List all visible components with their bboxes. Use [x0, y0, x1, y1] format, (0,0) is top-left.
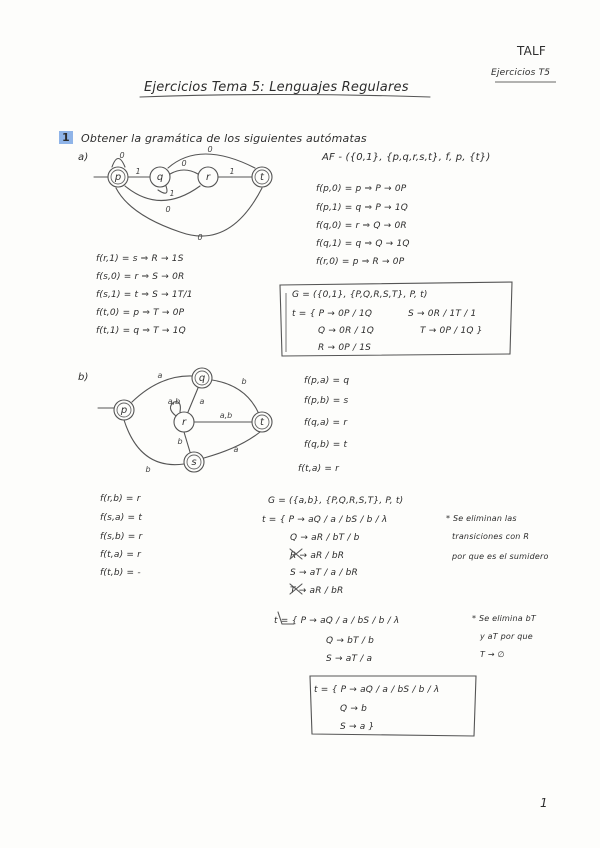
grammar-a-box [280, 282, 512, 356]
edge-label: 1 [169, 189, 175, 198]
transition-left-b: f(t,a) = r [100, 550, 142, 560]
state-label: q [156, 172, 164, 183]
grammar-b-line: T → aR / bR [290, 586, 344, 596]
grammar-a-header: G = ({0,1}, {P,Q,R,S,T}, P, t) [292, 290, 428, 300]
grammar-b-line: t = { P → aQ / a / bS / b / λ [262, 515, 388, 525]
exercise-number: 1 [59, 131, 73, 144]
transition-right-b: f(p,b) = s [304, 396, 349, 406]
transition-right-a: f(p,0) = p ⇒ P → 0P [316, 184, 407, 194]
note-line: * Se eliminan las [446, 514, 517, 523]
transition-right-a: f(r,0) = p ⇒ R → 0P [316, 257, 405, 267]
grammar-b-line: Q → aR / bT / b [290, 533, 360, 543]
transition-left-a: f(t,0) = p ⇒ T → 0P [96, 308, 185, 318]
edge [170, 170, 198, 174]
state-label: r [181, 417, 187, 428]
edge-label: 0 [197, 233, 203, 242]
note-line: por que es el sumidero [452, 552, 549, 561]
transition-left-b: f(s,a) = t [100, 513, 143, 523]
grammar-b-line: R → aR / bR [290, 551, 345, 561]
state-label: r [205, 172, 211, 183]
title-underline [140, 95, 430, 98]
transition-left-a: f(s,0) = r ⇒ S → 0R [96, 272, 185, 282]
edge [188, 388, 198, 412]
edge [184, 432, 190, 452]
subtitle-label: Ejercicios T5 [491, 68, 551, 78]
note-line: transiciones con R [452, 532, 530, 541]
grammar-a-line: S → 0R / 1T / 1 [408, 309, 477, 319]
page-number: 1 [540, 796, 548, 810]
grammar-a-line: T → 0P / 1Q } [420, 326, 483, 336]
strike-mark [290, 549, 302, 559]
transition-right-b: f(q,a) = r [304, 418, 348, 428]
edge-label: a,b [167, 397, 181, 406]
transition-left-a: f(s,1) = t ⇒ S → 1T/1 [96, 290, 193, 300]
state-label: p [120, 405, 128, 416]
af-definition: AF - ({0,1}, {p,q,r,s,t}, f, p, {t}) [322, 152, 491, 163]
final-grammar-line: t = { P → aQ / a / bS / b / λ [314, 685, 440, 695]
edge-label: 0 [119, 151, 125, 160]
edge-label: a [233, 445, 239, 454]
transition-right-a: f(q,1) = q ⇒ Q → 1Q [316, 239, 410, 249]
edge-label: a [157, 371, 163, 380]
hook-arrow [278, 612, 294, 624]
edge-label: 0 [165, 205, 171, 214]
grammar-b-header: G = ({a,b}, {P,Q,R,S,T}, P, t) [268, 496, 404, 506]
transition-right-a: f(q,0) = r ⇒ Q → 0R [316, 221, 407, 231]
edge [125, 186, 200, 201]
reduced-grammar-line: Q → bT / b [326, 636, 375, 646]
final-grammar-line: S → a } [340, 722, 375, 732]
page-title: Ejercicios Tema 5: Lenguajes Regulares [144, 80, 409, 95]
state-label: s [191, 457, 197, 468]
course-label: TALF [517, 44, 546, 58]
edge-label: b [241, 377, 247, 386]
edge-label: b [177, 437, 183, 446]
transition-right-b: f(t,a) = r [298, 464, 340, 474]
automaton-a [94, 145, 272, 242]
part-b-label: b) [78, 372, 89, 383]
transition-left-a: f(r,1) = s ⇒ R → 1S [96, 254, 184, 264]
transition-left-b: f(s,b) = r [100, 532, 143, 542]
edge-label: 0 [207, 145, 213, 154]
reduced-grammar-line: t = { P → aQ / a / bS / b / λ [274, 616, 400, 626]
state-label: q [198, 373, 206, 384]
transition-right-b: f(q,b) = t [304, 440, 348, 450]
edge-label: 1 [229, 167, 235, 176]
transition-right-b: f(p,a) = q [304, 376, 350, 386]
reduced-grammar-line: S → aT / a [326, 654, 373, 664]
part-a-label: a) [78, 152, 89, 163]
grammar-a-line: R → 0P / 1S [318, 343, 372, 353]
note-line: y aT por que [480, 632, 533, 641]
edge [204, 432, 260, 458]
note-line: T → ∅ [480, 650, 505, 659]
grammar-b-line: S → aT / a / bR [290, 568, 358, 578]
grammar-a-line: Q → 0R / 1Q [318, 326, 375, 336]
edge-label: a,b [219, 411, 233, 420]
final-grammar-box [310, 676, 476, 736]
final-grammar-line: Q → b [340, 704, 368, 714]
transition-right-a: f(p,1) = q ⇒ P → 1Q [316, 203, 409, 213]
edge-label: 1 [135, 167, 141, 176]
edge-label: 0 [181, 159, 187, 168]
strike-mark [290, 584, 302, 594]
state-label: t [260, 417, 264, 428]
state-label: p [114, 172, 122, 183]
edge [212, 380, 258, 412]
transition-left-b: f(t,b) = - [100, 568, 141, 578]
note-line: * Se elimina bT [472, 614, 536, 623]
grammar-a-line: t = { P → 0P / 1Q [292, 309, 373, 319]
transition-left-a: f(t,1) = q ⇒ T → 1Q [96, 326, 186, 336]
exercise-statement: Obtener la gramática de los siguientes autómatas [81, 132, 367, 145]
state-label: t [260, 172, 264, 183]
edge-label: b [145, 465, 151, 474]
edge-label: a [199, 397, 205, 406]
automaton-b [98, 368, 272, 474]
transition-left-b: f(r,b) = r [100, 494, 141, 504]
